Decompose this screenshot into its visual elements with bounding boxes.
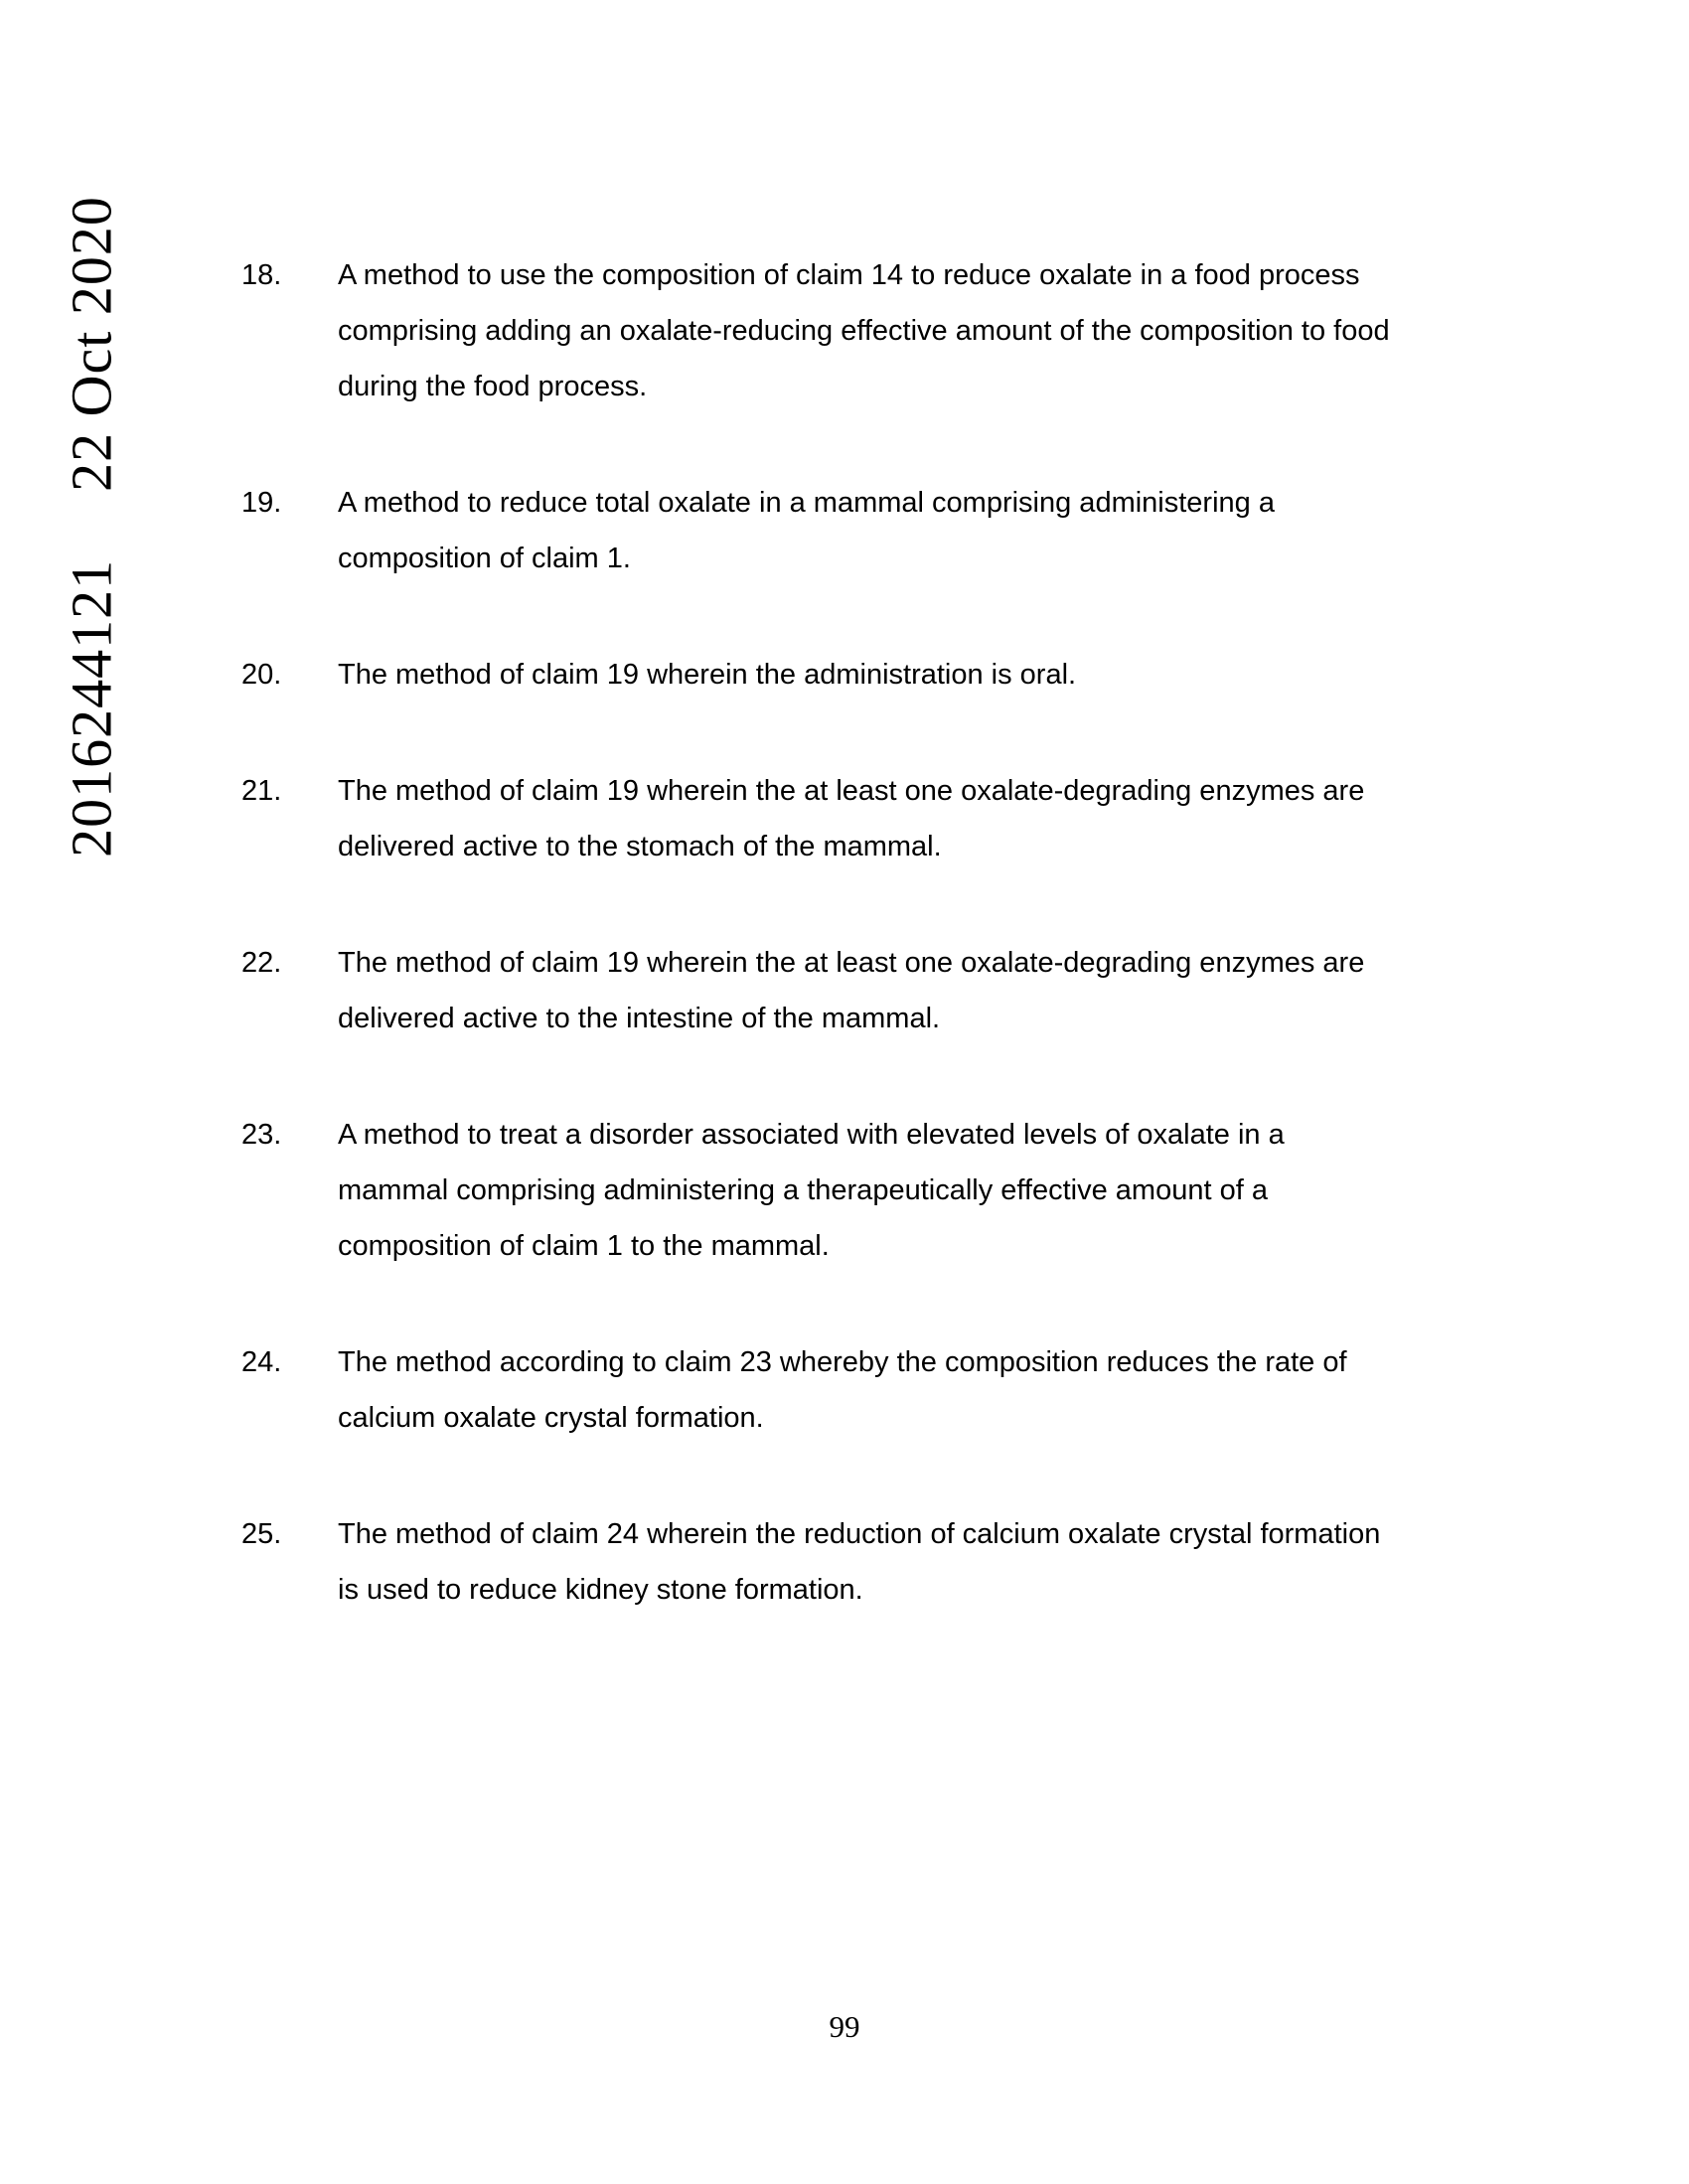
claim-text: A method to treat a disorder associated with elevated levels of oxalate in a mammal comprising administering a therapeutically effective amount of a composition of claim 1 to the mammal. <box>338 1119 1285 1262</box>
claim-text: The method of claim 24 wherein the reduction of calcium oxalate crystal formation is used to reduce kidney stone formation. <box>338 1518 1381 1606</box>
claim-number: 18. <box>241 259 282 291</box>
page-number: 99 <box>829 2009 860 2044</box>
claim-item-24 <box>241 1334 1414 1446</box>
claim-text: The method of claim 19 wherein the at least one oxalate-degrading enzymes are delivered active to the stomach of the mammal. <box>338 775 1365 862</box>
claim-text: The method of claim 19 wherein the administration is oral. <box>338 659 1077 691</box>
claim-item-23 <box>241 1107 1414 1274</box>
claim-item-19 <box>241 475 1414 586</box>
claims-list <box>241 247 1414 1678</box>
claim-item-22 <box>241 935 1414 1046</box>
patent-number-text: 2016244121 <box>59 558 124 858</box>
claim-item-20 <box>241 647 1414 702</box>
claim-text: The method according to claim 23 whereby the composition reduces the rate of calcium oxalate crystal formation. <box>338 1346 1347 1434</box>
claim-text: The method of claim 19 wherein the at least one oxalate-degrading enzymes are delivered active to the intestine of the mammal. <box>338 947 1365 1034</box>
claim-text: A method to reduce total oxalate in a mammal comprising administering a composition of claim 1. <box>338 487 1275 574</box>
rotated-sidebar-stamp <box>59 196 125 858</box>
claim-number: 21. <box>241 775 282 807</box>
claim-item-25 <box>241 1506 1414 1618</box>
claim-item-18 <box>241 247 1414 414</box>
claim-number: 25. <box>241 1518 282 1550</box>
claim-text: A method to use the composition of claim 14 to reduce oxalate in a food process comprising adding an oxalate-reducing effective amount of the composition to food during the food process. <box>338 259 1390 402</box>
claim-number: 23. <box>241 1119 282 1151</box>
claim-number: 24. <box>241 1346 282 1378</box>
claim-number: 19. <box>241 487 282 519</box>
claim-number: 20. <box>241 659 282 691</box>
date-stamp-text: 22 Oct 2020 <box>59 196 124 492</box>
claim-number: 22. <box>241 947 282 979</box>
claim-item-21 <box>241 763 1414 874</box>
